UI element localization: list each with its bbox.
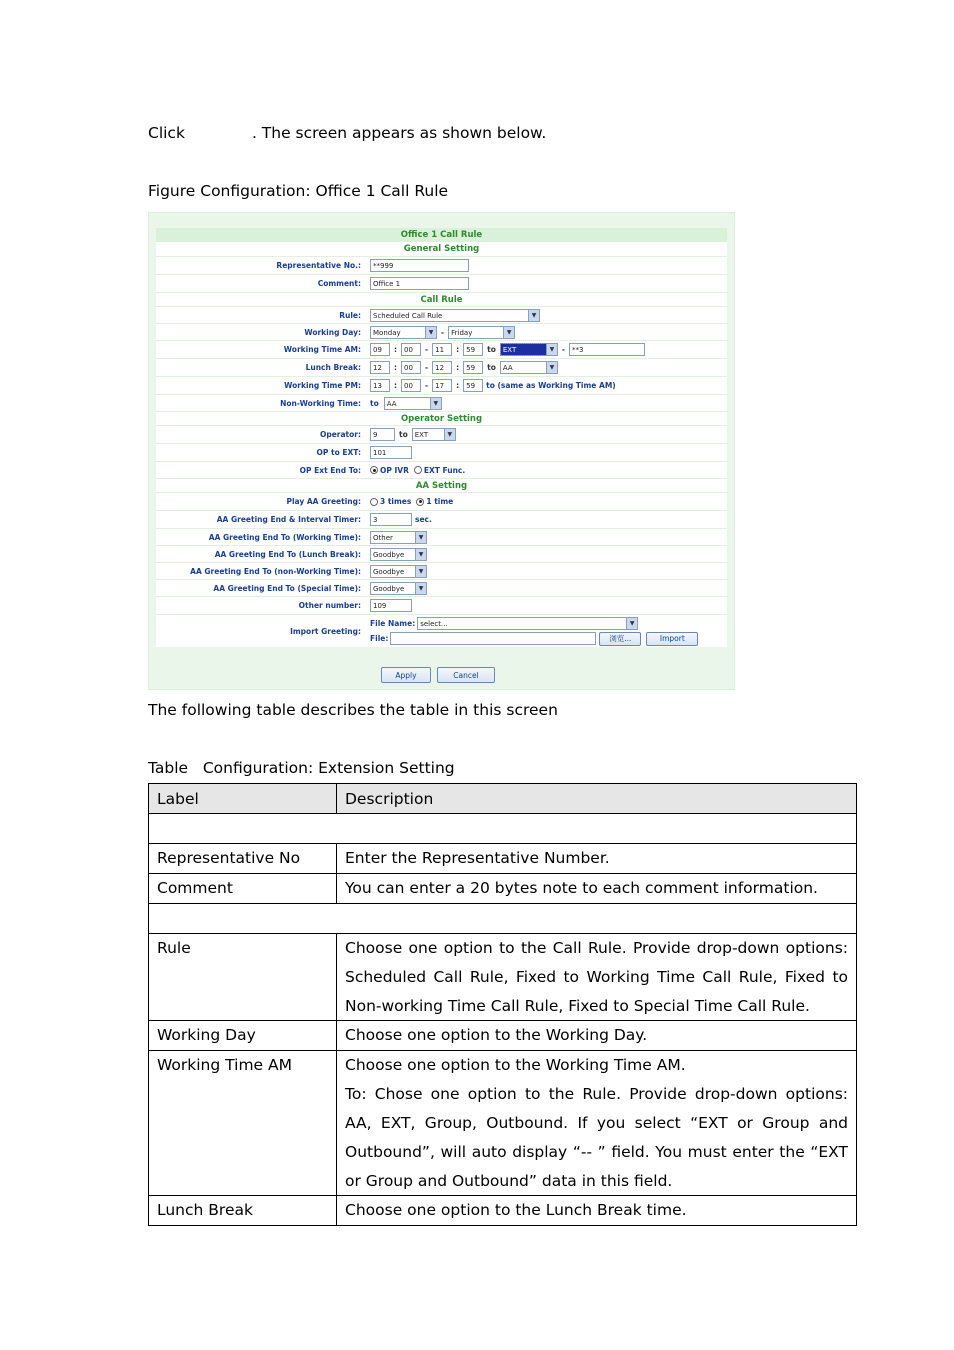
rule-select[interactable]: Scheduled Call Rule ▼ <box>370 309 540 322</box>
am-start-min-input[interactable]: 00 <box>401 343 421 356</box>
play-aa-label: Play AA Greeting: <box>286 497 361 506</box>
chevron-down-icon: ▼ <box>415 583 426 594</box>
row-description-line1: Choose one option to the Working Time AM. <box>345 1056 686 1075</box>
chevron-down-icon: ▼ <box>503 327 514 338</box>
working-am-label: Working Time AM: <box>283 345 361 354</box>
working-pm-label: Working Time PM: <box>284 381 361 390</box>
op-to-ext-row <box>156 444 727 462</box>
aa-interval-row <box>156 511 727 529</box>
other-number-label: Other number: <box>298 601 361 610</box>
table-row <box>149 1051 857 1196</box>
table-intro: The following table describes the table in this screen <box>148 701 558 719</box>
section-call-rule: Call Rule <box>420 295 463 305</box>
non-working-destination-select[interactable]: AA ▼ <box>384 397 442 410</box>
import-button[interactable]: Import <box>646 632 698 646</box>
row-description: Choose one option to the Lunch Break time. <box>337 1196 857 1226</box>
chevron-down-icon: ▼ <box>546 362 557 373</box>
representative-label: Representative No.: <box>276 261 361 270</box>
comment-row <box>156 275 727 293</box>
lunch-end-min-input[interactable]: 59 <box>463 361 483 374</box>
row-label: Lunch Break <box>149 1196 337 1226</box>
operator-label: Operator: <box>319 430 361 439</box>
file-path-input[interactable] <box>390 632 596 645</box>
chevron-down-icon: ▼ <box>415 566 426 577</box>
aa-end-lunch-label: AA Greeting End To (Lunch Break): <box>214 549 361 559</box>
chevron-down-icon: ▼ <box>528 310 539 321</box>
row-label: Working Day <box>149 1021 337 1051</box>
comment-label: Comment: <box>317 279 361 288</box>
description-table <box>148 783 857 1226</box>
aa-end-lunch-row <box>156 546 727 563</box>
chevron-down-icon: ▼ <box>415 532 426 543</box>
representative-row <box>156 257 727 275</box>
aa-end-lunch-select[interactable]: Goodbye ▼ <box>370 548 427 561</box>
am-destination-input[interactable]: **3 <box>569 343 645 356</box>
form-title-row <box>156 228 727 242</box>
one-time-label: 1 time <box>426 497 454 506</box>
chevron-down-icon: ▼ <box>546 344 557 355</box>
pm-start-min-input[interactable]: 00 <box>401 379 421 392</box>
lunch-destination-select[interactable]: AA ▼ <box>500 361 558 374</box>
aa-interval-unit: sec. <box>415 515 432 524</box>
table-header-row <box>149 784 857 814</box>
operator-row: Operator: 9 to EXT ▼ <box>156 426 727 444</box>
working-day-to-select[interactable]: Friday ▼ <box>448 326 515 339</box>
table-row <box>149 1196 857 1226</box>
section-aa-row <box>156 479 727 493</box>
call-rule-form <box>156 228 727 647</box>
form-title: Office 1 Call Rule <box>400 230 483 240</box>
table-section-row <box>149 904 857 934</box>
operator-destination-select[interactable]: EXT ▼ <box>412 428 456 441</box>
table-row <box>149 934 857 1021</box>
aa-end-special-row <box>156 580 727 597</box>
op-to-ext-label: OP to EXT: <box>316 448 361 457</box>
row-description: You can enter a 20 bytes note to each comment information. <box>337 874 857 904</box>
aa-end-working-select[interactable]: Other ▼ <box>370 531 427 544</box>
one-time-radio[interactable] <box>416 498 424 506</box>
non-working-label: Non-Working Time: <box>280 398 361 408</box>
working-day-from-select[interactable]: Monday ▼ <box>370 326 437 339</box>
pm-note: to (same as Working Time AM) <box>486 381 616 390</box>
table-row <box>149 1021 857 1051</box>
op-to-ext-input[interactable]: 101 <box>370 446 412 459</box>
three-times-label: 3 times <box>380 497 412 506</box>
section-general-row <box>156 242 727 257</box>
row-description <box>337 1051 857 1196</box>
intro-click: Click <box>148 124 185 142</box>
chevron-down-icon: ▼ <box>626 618 637 629</box>
section-call-rule-row <box>156 293 727 307</box>
lunch-start-min-input[interactable]: 00 <box>401 361 421 374</box>
non-working-row: Non-Working Time: to AA ▼ <box>156 395 727 412</box>
lunch-start-hour-input[interactable]: 12 <box>370 361 390 374</box>
am-start-hour-input[interactable]: 09 <box>370 343 390 356</box>
row-label: Working Time AM <box>149 1051 337 1196</box>
table-row <box>149 874 857 904</box>
table-section-row <box>149 814 857 844</box>
comment-input[interactable]: Office 1 <box>370 277 469 290</box>
aa-end-nonworking-row <box>156 563 727 580</box>
import-greeting-label: Import Greeting: <box>290 626 361 636</box>
am-destination-select[interactable]: EXT ▼ <box>500 343 558 356</box>
other-number-input[interactable]: 109 <box>370 599 412 612</box>
other-number-row <box>156 597 727 615</box>
pm-start-hour-input[interactable]: 13 <box>370 379 390 392</box>
browse-button[interactable]: 浏览... <box>599 632 641 646</box>
aa-end-nonworking-label: AA Greeting End To (non-Working Time): <box>190 566 361 576</box>
figure-caption: Figure Configuration: Office 1 Call Rule <box>148 182 449 200</box>
working-pm-row: Working Time PM: 13 : 00 - 17 : 59 to (same as Working Time AM) <box>156 377 727 395</box>
intro-line <box>148 124 546 142</box>
rule-row <box>156 307 727 324</box>
pm-end-min-input[interactable]: 59 <box>463 379 483 392</box>
play-aa-row <box>156 493 727 511</box>
cancel-button[interactable]: Cancel <box>437 667 495 683</box>
op-ivr-label: OP IVR <box>380 465 409 475</box>
lunch-label: Lunch Break: <box>305 363 361 372</box>
table-row <box>149 844 857 874</box>
section-operator: Operator Setting <box>400 414 483 424</box>
aa-end-nonworking-select[interactable]: Goodbye ▼ <box>370 565 427 578</box>
intro-rest: . The screen appears as shown below. <box>251 124 547 142</box>
header-description: Description <box>337 784 857 814</box>
ext-func-radio[interactable] <box>414 466 422 474</box>
op-ext-end-label: OP Ext End To: <box>299 465 361 475</box>
op-ext-end-row <box>156 462 727 479</box>
row-label: Rule <box>149 934 337 1021</box>
three-times-radio[interactable] <box>370 498 378 506</box>
chevron-down-icon: ▼ <box>425 327 436 338</box>
chevron-down-icon: ▼ <box>444 429 455 440</box>
aa-interval-input[interactable]: 3 <box>370 513 412 526</box>
chevron-down-icon: ▼ <box>415 549 426 560</box>
row-label: Representative No <box>149 844 337 874</box>
apply-button[interactable]: Apply <box>381 667 431 683</box>
office-call-rule-screenshot <box>148 212 735 690</box>
op-ivr-radio[interactable] <box>370 466 378 474</box>
lunch-row: Lunch Break: 12 : 00 - 12 : 59 to AA ▼ <box>156 359 727 377</box>
ext-func-label: EXT Func. <box>423 465 466 475</box>
working-day-row: Working Day: Monday ▼ - Friday ▼ <box>156 324 727 341</box>
aa-end-special-label: AA Greeting End To (Special Time): <box>213 583 361 593</box>
operator-input[interactable]: 9 <box>370 428 395 441</box>
am-end-min-input[interactable]: 59 <box>463 343 483 356</box>
rule-label: Rule: <box>339 310 361 320</box>
representative-input[interactable]: **999 <box>370 259 469 272</box>
row-description-line2: To: Chose one option to the Rule. Provide drop-down options: AA, EXT, Group, Outbound. If you select “EXT or Group and Outbound”, will auto display “-- ” field. You must enter the “EXT or Group and Outbound” data in this field. <box>345 1085 848 1190</box>
row-description: Choose one option to the Call Rule. Provide drop-down options: Scheduled Call Rule, Fixed to Working Time Call Rule, Fixed to Non-working Time Call Rule, Fixed to Special Time Call Rule. <box>337 934 857 1021</box>
row-description: Choose one option to the Working Day. <box>337 1021 857 1051</box>
aa-interval-label: AA Greeting End & Interval Timer: <box>216 515 361 524</box>
row-description: Enter the Representative Number. <box>337 844 857 874</box>
chevron-down-icon: ▼ <box>430 398 441 409</box>
file-name-label: File Name: <box>370 618 416 628</box>
lunch-end-hour-input[interactable]: 12 <box>432 361 452 374</box>
working-am-row: Working Time AM: 09 : 00 - 11 : 59 to EXT ▼ - **3 <box>156 341 727 359</box>
header-label: Label <box>149 784 337 814</box>
table-caption: Table Configuration: Extension Setting <box>148 759 455 777</box>
aa-end-working-row <box>156 529 727 546</box>
aa-end-special-select[interactable]: Goodbye ▼ <box>370 582 427 595</box>
file-name-select[interactable]: select... ▼ <box>417 617 638 630</box>
section-operator-row <box>156 412 727 426</box>
section-general: General Setting <box>403 244 480 254</box>
aa-end-working-label: AA Greeting End To (Working Time): <box>208 532 361 542</box>
row-label: Comment <box>149 874 337 904</box>
file-label: File: <box>370 634 389 643</box>
import-greeting-row <box>156 615 727 647</box>
pm-end-hour-input[interactable]: 17 <box>432 379 452 392</box>
section-aa: AA Setting <box>415 481 468 491</box>
am-end-hour-input[interactable]: 11 <box>432 343 452 356</box>
working-day-label: Working Day: <box>304 327 361 337</box>
